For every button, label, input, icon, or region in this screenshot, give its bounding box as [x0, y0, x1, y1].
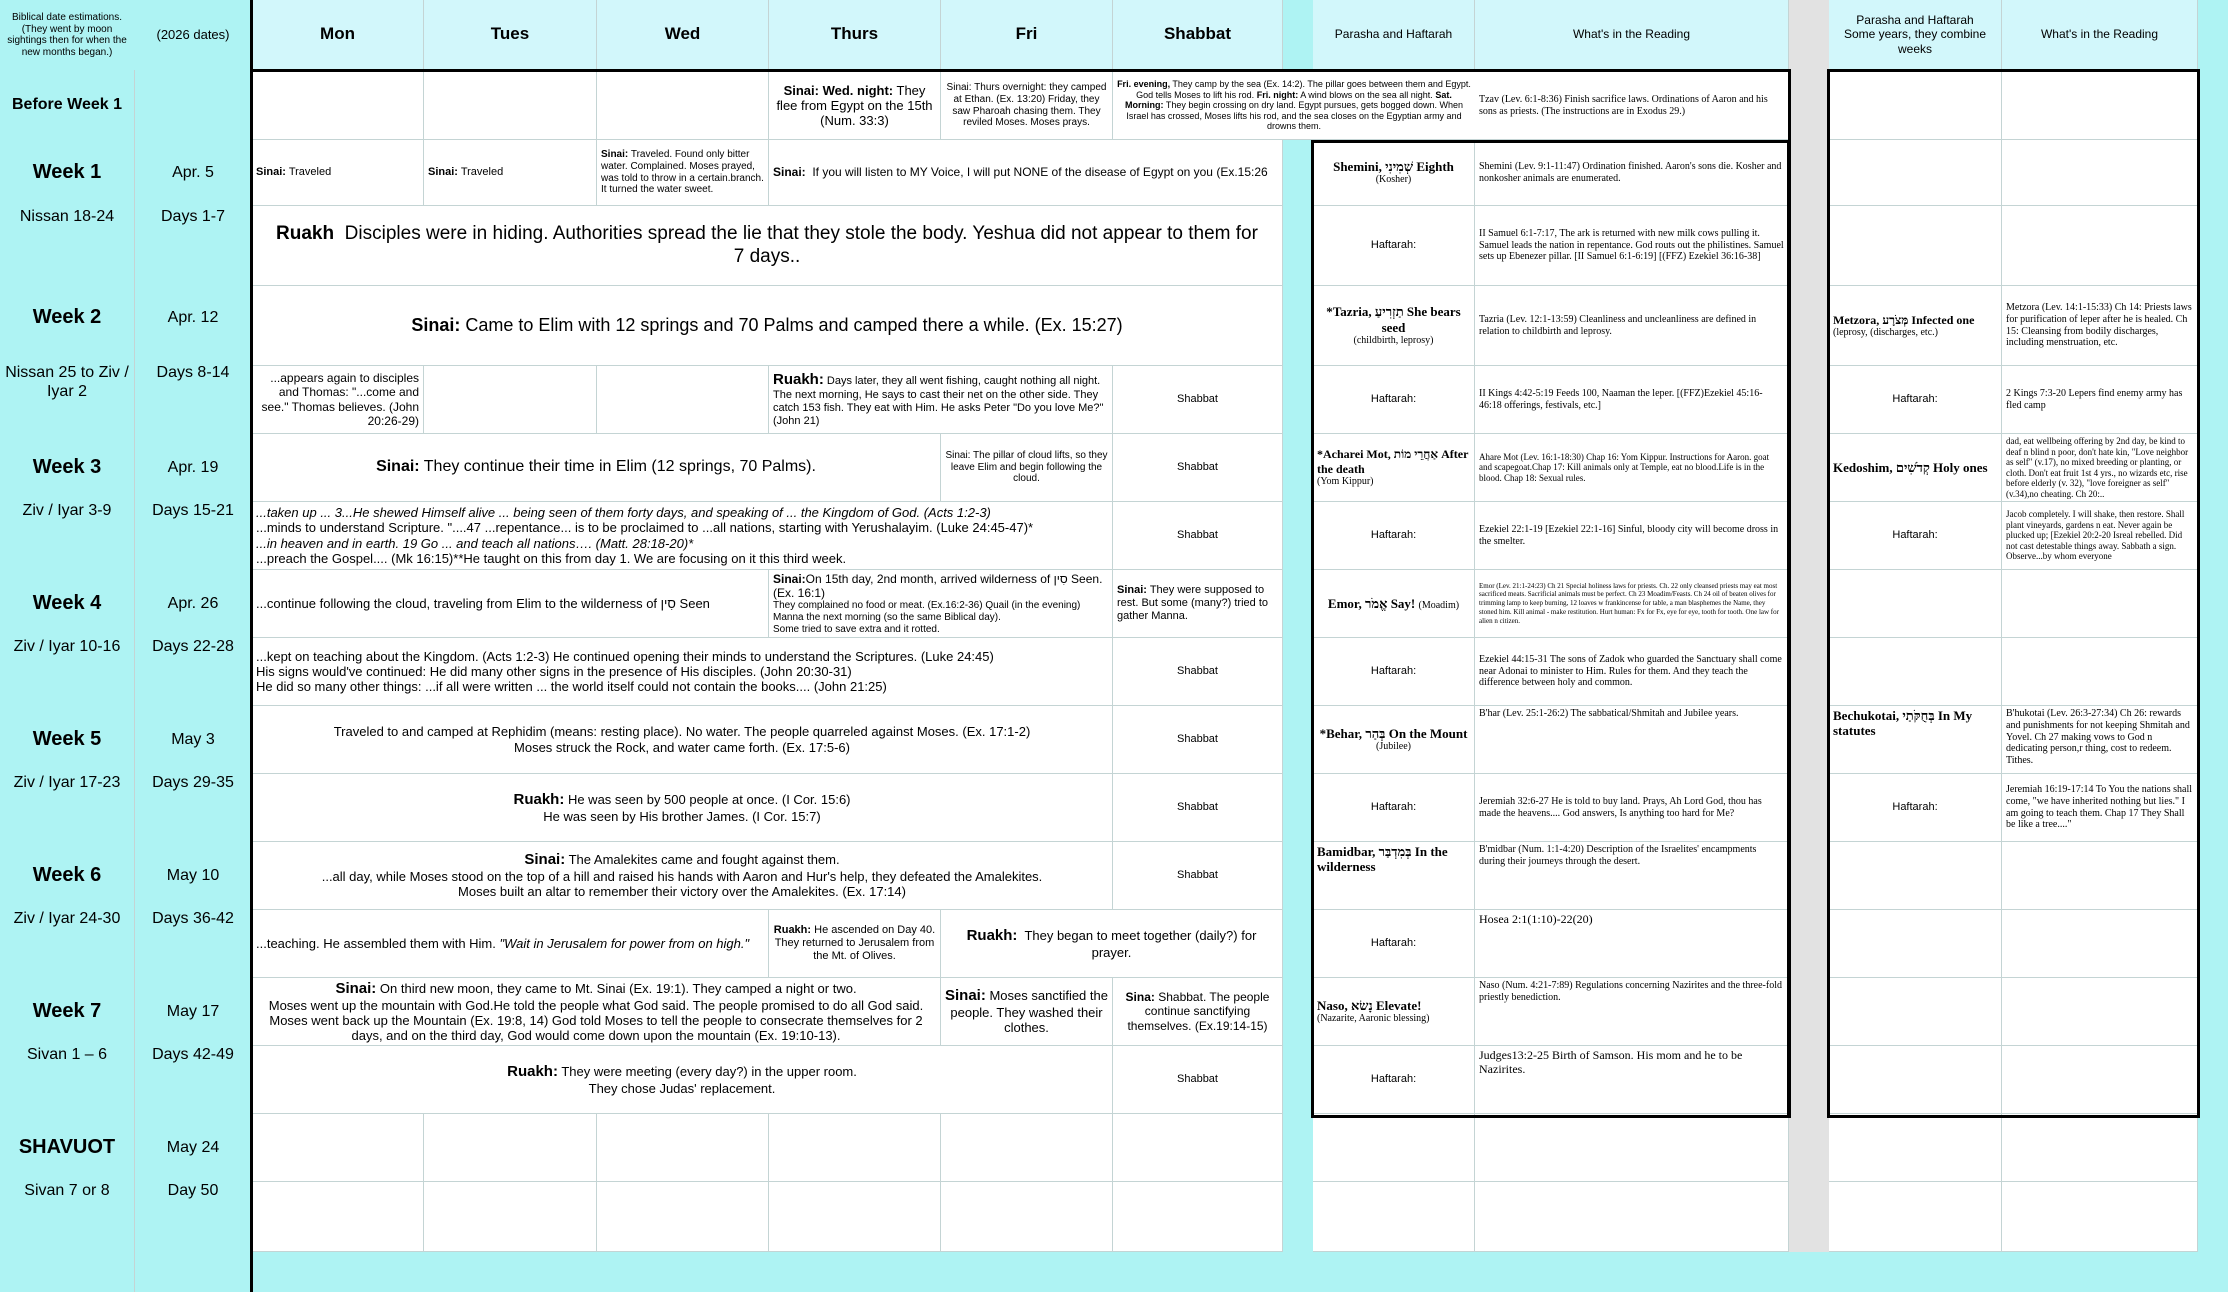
week7-month: Sivan 1 – 6: [26, 1046, 108, 1063]
week4-days: Days 22-28: [152, 638, 234, 655]
w7-ruakh: Ruakh: They were meeting (every day?) in the upper room. They chose Judas' replacement.: [252, 1046, 1113, 1114]
w5-sinai: Traveled to and camped at Rephidim (means: resting place). No water. The people quarreled against Moses. (Ex. 17:1-2) Moses struck the Rock, and water came forth. (Ex. 17:5-6): [252, 706, 1113, 774]
w6-parasha: Bamidbar, בְּמִדְבַּר In the wilderness: [1313, 842, 1475, 910]
w5-haftarah: Haftarah:: [1313, 774, 1475, 842]
header-reading: What's in the Reading: [1475, 0, 1789, 70]
w6-haftarah: Haftarah:: [1313, 910, 1475, 978]
w7-haftarah-reading: Judges13:2-25 Birth of Samson. His mom and he to be Nazirites.: [1475, 1046, 1789, 1114]
week2-label: Week 2: [32, 306, 102, 329]
week7-label: Week 7: [32, 1000, 102, 1023]
w1-tue: Sinai: Traveled: [424, 140, 597, 206]
header-parasha-2: Parasha and Haftarah Some years, they combine weeks: [1829, 0, 2002, 70]
w2-sinai: Sinai: Came to Elim with 12 springs and 70 Palms and camped there a while. (Ex. 15:27): [252, 286, 1283, 366]
w1-haftarah-2: [1829, 206, 2002, 286]
left-divider: [250, 0, 253, 1292]
shavuot-month: Sivan 7 or 8: [24, 1182, 110, 1199]
w7-shabbat: Sina: Shabbat. The people continue sanctifying themselves. (Ex.19:14-15): [1113, 978, 1283, 1046]
w7-reading: Naso (Num. 4:21-7:89) Regulations concerning Nazirites and the three-fold priestly benediction.: [1475, 978, 1789, 1046]
shavuot-days: Day 50: [167, 1182, 219, 1199]
w3-reading: Ahare Mot (Lev. 16:1-18:30) Chap 16: Yom Kippur. Instructions for Aaron. goat and scapegoat.Chap 17: Kill animals only at Temple, eat no blood.Life is in the blood. Chap 18: Sexual rules.: [1475, 434, 1789, 502]
w4-haftarah-2: [1829, 638, 2002, 706]
week5-label: Week 5: [32, 728, 102, 751]
w2-thu-fri: Ruakh: Days later, they all went fishing, caught nothing all night. The next morning, He says to cast their net on the other side. They catch 153 fish. They eat with Him. He asks Peter "Do you love Me?" (John 21): [769, 366, 1113, 434]
w1-haftarah-reading: II Samuel 6:1-7:17, The ark is returned with new milk cows pulling it. Samuel leads the nation in repentance. God routs out the philistines. Samuel sets up Ebenezer pillar. [II Samuel 6:1-6:19] [(FFZ) Ezekiel 36:16-38]: [1475, 206, 1789, 286]
w5-ruakh: Ruakh: He was seen by 500 people at once. (I Cor. 15:6) He was seen by His brother James. (I Cor. 15:7): [252, 774, 1113, 842]
w2-reading: Tazria (Lev. 12:1-13:59) Cleanliness and uncleanliness are defined in relation to childbirth and leprosy.: [1475, 286, 1789, 366]
header-reading-2: What's in the Reading: [2002, 0, 2198, 70]
shavuot-reading-b: [1475, 1182, 1789, 1252]
before-mon: [252, 72, 424, 140]
w1-wed: Sinai: Traveled. Found only bitter water. Complained. Moses prayed, was told to throw in a certain.branch. It turned the water sweet.: [597, 140, 769, 206]
w4-shabbat: Sinai: They were supposed to rest. But some (many?) tried to gather Manna.: [1113, 570, 1283, 638]
w5-parasha-2: Bechukotai, בְּחֻקֹּתַי In My statutes: [1829, 706, 2002, 774]
shavuot-parasha-2b: [1829, 1182, 2002, 1252]
header-divider-2: [1829, 69, 2198, 72]
row-label-before-week1: Before Week 1: [12, 95, 122, 113]
w1-haftarah-reading-2: [2002, 206, 2198, 286]
before-reading: Tzav (Lev. 6:1-8:36) Finish sacrifice laws. Ordinations of Aaron and his sons as priests. (The instructions are in Exodus 29.): [1475, 72, 1789, 140]
w3-sinai: Sinai: They continue their time in Elim (12 springs, 70 Palms).: [252, 434, 941, 502]
week3-date: Apr. 19: [167, 458, 219, 476]
w5-reading-2: B'hukotai (Lev. 26:3-27:34) Ch 26: rewards and punishments for not keeping Shmitah and Yovel. Ch 27 making vows to God n dedicating person,r thing, cost to redeem. Tithes.: [2002, 706, 2198, 774]
w6-reading-2: [2002, 842, 2198, 910]
shavuot-wed-2: [597, 1182, 769, 1252]
w1-reading-2: [2002, 140, 2198, 206]
w2-mon: ...appears again to disciples and Thomas: "...come and see." Thomas believes. (John 20:26-29): [252, 366, 424, 434]
before-tue: [424, 72, 597, 140]
w4-ruakh: ...kept on teaching about the Kingdom. (Acts 1:2-3) He continued opening their minds to understand the Scriptures. (Luke 24:45) His signs would've continued: He did many other signs in the presence of His disciples. (John 20:30-31) He did so many other things: ...if all were written ... the world itself could not contain the books.... (John 21:25): [252, 638, 1113, 706]
w1-parasha-2: [1829, 140, 2002, 206]
w2-reading-2: Metzora (Lev. 14:1-15:33) Ch 14: Priests laws for purification of leper after he is healed. Ch 15: Cleansing from bodily discharges, including menstruation, etc.: [2002, 286, 2198, 366]
w7-haftarah: Haftarah:: [1313, 1046, 1475, 1114]
w4-shabbat-2: Shabbat: [1113, 638, 1283, 706]
w3-shabbat-2: Shabbat: [1113, 502, 1283, 570]
w7-parasha-2: [1829, 978, 2002, 1046]
shavuot-wed: [597, 1114, 769, 1182]
shavuot-thu-2: [769, 1182, 941, 1252]
w2-tue: [424, 366, 597, 434]
shavuot-label: SHAVUOT: [18, 1136, 116, 1159]
week7-date: May 17: [166, 1002, 220, 1020]
w6-parasha-2: [1829, 842, 2002, 910]
week4-label: Week 4: [32, 592, 102, 615]
w4-parasha: Emor, אֱמֹר Say! (Moadim): [1313, 570, 1475, 638]
week4-date: Apr. 26: [167, 594, 219, 612]
week1-days: Days 1-7: [160, 208, 226, 225]
w6-thu: Ruakh: He ascended on Day 40. They returned to Jerusalem from the Mt. of Olives.: [769, 910, 941, 978]
w4-reading-2: [2002, 570, 2198, 638]
w4-haftarah-reading: Ezekiel 44:15-31 The sons of Zadok who guarded the Sanctuary shall come near Adonai to minister to Him. Rules for them. And they teach the difference between holy and common.: [1475, 638, 1789, 706]
w3-shabbat: Shabbat: [1113, 434, 1283, 502]
w6-fri-shab: Ruakh: They began to meet together (daily?) for prayer.: [941, 910, 1283, 978]
header-2026-dates: (2026 dates): [134, 0, 252, 70]
w3-parasha-2: Kedoshim, קְדֹשִׁים Holy ones: [1829, 434, 2002, 502]
header-wed: Wed: [597, 0, 769, 70]
before-shabbat: Fri. evening, They camp by the sea (Ex. 14:2). The pillar goes between them and Egypt. God tells Moses to lift his rod. Fri. night: A wind blows on the sea all night. Sat. Morning: They begin crossing on dry land. Egypt pursues, gets bogged down. When Israel has crossed, Moses lifts his rod, and the sea closes on the Egyptian army and drowns them.: [1113, 72, 1476, 140]
w7-haftarah-reading-2: [2002, 1046, 2198, 1114]
w2-shabbat: Shabbat: [1113, 366, 1283, 434]
w7-reading-2: [2002, 978, 2198, 1046]
w6-haftarah-reading-2: [2002, 910, 2198, 978]
shavuot-parasha: [1313, 1114, 1475, 1182]
shavuot-parasha-2: [1829, 1114, 2002, 1182]
w2-haftarah: Haftarah:: [1313, 366, 1475, 434]
w5-haftarah-2: Haftarah:: [1829, 774, 2002, 842]
w7-haftarah-2: [1829, 1046, 2002, 1114]
week3-month: Ziv / Iyar 3-9: [22, 502, 112, 519]
week1-date: Apr. 5: [172, 163, 214, 181]
week3-label: Week 3: [32, 456, 102, 479]
before-wed: [597, 72, 769, 140]
w3-haftarah: Haftarah:: [1313, 502, 1475, 570]
bottom-band: [252, 1252, 2198, 1292]
w4-mon-wed: ...continue following the cloud, traveling from Elim to the wilderness of סִין Seen: [252, 570, 769, 638]
w1-ruakh: Ruakh Disciples were in hiding. Authorities spread the lie that they stole the body. Yeshua did not appear to them for 7 days..: [252, 206, 1283, 286]
shavuot-fri-2: [941, 1182, 1113, 1252]
w3-haftarah-2: Haftarah:: [1829, 502, 2002, 570]
w1-reading: Shemini (Lev. 9:1-11:47) Ordination finished. Aaron's sons die. Kosher and nonkosher animals are enumerated.: [1475, 140, 1789, 206]
w6-mon-wed: ...teaching. He assembled them with Him. "Wait in Jerusalem for power from on high.": [252, 910, 769, 978]
header-fri: Fri: [941, 0, 1113, 70]
w1-thu-fri: Sinai: If you will listen to MY Voice, I will put NONE of the disease of Egypt on you (Ex.15:26: [769, 140, 1283, 206]
w7-parasha: Naso, נָשׂא Elevate! (Nazarite, Aaronic blessing): [1313, 978, 1475, 1046]
header-mon: Mon: [252, 0, 424, 70]
week6-date: May 10: [166, 866, 220, 884]
shavuot-mon: [252, 1114, 424, 1182]
w2-haftarah-reading: II Kings 4:42-5:19 Feeds 100, Naaman the leper. [(FFZ)Ezekiel 45:16-46:18 offerings, festivals, etc.]: [1475, 366, 1789, 434]
shavuot-reading: [1475, 1114, 1789, 1182]
week6-days: Days 36-42: [152, 910, 234, 927]
before-reading-2: [2002, 72, 2198, 140]
w6-reading: B'midbar (Num. 1:1-4:20) Description of the Israelites' encampments during their journeys through the desert.: [1475, 842, 1789, 910]
header-divider: [252, 69, 1789, 72]
week2-date: Apr. 12: [167, 308, 219, 326]
w2-parasha: *Tazria, תַזְרִיעַ She bears seed (childbirth, leprosy): [1313, 286, 1475, 366]
w3-haftarah-reading-2: Jacob completely. I will shake, then restore. Shall plant vineyards, gardens n eat. Never again be plucked up; [Ezekiel 20:2-20 Isreal rebelled. Did not cast detestable things away. Sabbath a sign. Observe...by whom everyone: [2002, 502, 2198, 570]
before-thurs: Sinai: Wed. night: They flee from Egypt on the 15th (Num. 33:3): [769, 72, 941, 140]
w1-mon: Sinai: Traveled: [252, 140, 424, 206]
shavuot-reading-2b: [2002, 1182, 2198, 1252]
header-dates-note: Biblical date estimations. (They went by moon sightings then for when the new months began.): [0, 0, 134, 70]
shavuot-reading-2: [2002, 1114, 2198, 1182]
header-parasha: Parasha and Haftarah: [1313, 0, 1475, 70]
shavuot-tue-2: [424, 1182, 597, 1252]
w3-ruakh: ...taken up ... 3...He shewed Himself alive ... being seen of them forty days, and speaking of ... the Kingdom of God. (Acts 1:2-3) ...minds to understand Scripture. "....47 ...repentance... is to be proclaimed to ...all nations, starting with Yerushalayim. (Luke 24:45-47)* ...in heaven and in earth. 19 Go ... and teach all nations…. (Matt. 28:18-20)* ...preach the Gospel.... (Mk 16:15)**He taught on this from day 1. We are focusing on it this third week.: [252, 502, 1113, 570]
shavuot-mon-2: [252, 1182, 424, 1252]
header-thurs: Thurs: [769, 0, 941, 70]
w3-parasha: *Acharei Mot, אַחֲרֵי מוֹת After the death (Yom Kippur): [1313, 434, 1475, 502]
shavuot-tue: [424, 1114, 597, 1182]
w4-thu-fri: Sinai:On 15th day, 2nd month, arrived wilderness of סִין Seen. (Ex. 16:1) They complained no food or meat. (Ex.16:2-36) Quail (in the evening) Manna the next morning (so the same Biblical day). Some tried to save extra and it rotted.: [769, 570, 1113, 638]
before-parasha-2: [1829, 72, 2002, 140]
header-tues: Tues: [424, 0, 597, 70]
shavuot-thu: [769, 1114, 941, 1182]
shavuot-date: May 24: [166, 1138, 220, 1156]
w4-haftarah: Haftarah:: [1313, 638, 1475, 706]
w3-haftarah-reading: Ezekiel 22:1-19 [Ezekiel 22:1-16] Sinful, bloody city will become dross in the smelter.: [1475, 502, 1789, 570]
w5-reading: B'har (Lev. 25:1-26:2) The sabbatical/Shmitah and Jubilee years.: [1475, 706, 1789, 774]
w7-fri: Sinai: Moses sanctified the people. They washed their clothes.: [941, 978, 1113, 1046]
week6-month: Ziv / Iyar 24-30: [13, 910, 121, 927]
w7-shabbat-2: Shabbat: [1113, 1046, 1283, 1114]
w5-haftarah-reading-2: Jeremiah 16:19-17:14 To You the nations shall come, "we have inherited nothing but lies." I am going to teach them. Chap 17 They Shall be like a tree....": [2002, 774, 2198, 842]
week4-month: Ziv / Iyar 10-16: [13, 638, 121, 655]
shavuot-shabbat-2: [1113, 1182, 1283, 1252]
week1-label: Week 1: [32, 161, 102, 184]
col-spacer-bg: [1283, 0, 1313, 1292]
week1-month: Nissan 18-24: [19, 208, 115, 225]
parasha-right-border: [1788, 69, 1791, 1118]
shavuot-parasha-b: [1313, 1182, 1475, 1252]
w2-wed: [597, 366, 769, 434]
w3-reading-2: dad, eat wellbeing offering by 2nd day, be kind to deaf n blind n poor, don't hate kin, "Love neighbor as self" (v.17), no mixed breeding or planting, or cloth. Don't eat fruit 1st 4 yrs., no wizards etc, rise before elderly (v. 32), "love foreigner as self"(v.34),no cheating. Ch 20:..: [2002, 434, 2198, 502]
week2-days: Days 8-14: [156, 364, 230, 381]
week7-days: Days 42-49: [152, 1046, 234, 1063]
shavuot-fri: [941, 1114, 1113, 1182]
w5-shabbat: Shabbat: [1113, 706, 1283, 774]
col-right-bg: [2198, 0, 2228, 1292]
shavuot-shabbat: [1113, 1114, 1283, 1182]
week3-days: Days 15-21: [152, 502, 234, 519]
w6-shabbat: Shabbat: [1113, 842, 1283, 910]
header-shabbat: Shabbat: [1113, 0, 1283, 70]
w7-sinai: Sinai: On third new moon, they came to Mt. Sinai (Ex. 19:1). They camped a night or two. Moses went up the mountain with God.He told the people what God said. The people promised to do all God said. Moses went back up the Mountain (Ex. 19:8, 14) God told Moses to tell the people to consecrate themselves for 2 days, and on the third day, God would come down upon the mountain (Ex. 19:10-13).: [252, 978, 941, 1046]
week5-month: Ziv / Iyar 17-23: [13, 774, 121, 791]
w2-parasha-2: Metzora, מְּצֹרָע Infected one (leprosy, (discharges, etc.): [1829, 286, 2002, 366]
week6-label: Week 6: [32, 864, 102, 887]
w5-parasha: *Behar, בְּהַר On the Mount (Jubilee): [1313, 706, 1475, 774]
w5-shabbat-2: Shabbat: [1113, 774, 1283, 842]
w3-fri: Sinai: The pillar of cloud lifts, so they leave Elim and begin following the cloud.: [941, 434, 1113, 502]
week2-month: Nissan 25 to Ziv / Iyar 2: [5, 364, 129, 400]
w1-parasha: Shemini, שְׁמִינִי Eighth (Kosher): [1313, 140, 1475, 206]
w4-reading: Emor (Lev. 21:1-24:23) Ch 21 Special holiness laws for priests. Ch. 22 only cleansed priests may eat most sacrificed meats. Sacrificial animals must be perfect. Ch 23 Moadim/Feasts. Ch 24 oil of beaten olives for trimming lamp to keep burning, 12 loaves w frankincense for table, a man blasphemes the Name, they stoned him. Kill animal - make restitution. Hurt human: Fx for Fx, eye for eye, tooth for tooth. One law for alien n citizen.: [1475, 570, 1789, 638]
w5-haftarah-reading: Jeremiah 32:6-27 He is told to buy land. Prays, Ah Lord God, thou has made the heavens.... God answers, Is anything too hard for Me?: [1475, 774, 1789, 842]
w6-haftarah-reading: Hosea 2:1(1:10)-22(20): [1475, 910, 1789, 978]
col-grey-bg: [1789, 0, 1829, 1292]
w1-haftarah: Haftarah:: [1313, 206, 1475, 286]
w2-haftarah-2: Haftarah:: [1829, 366, 2002, 434]
week5-days: Days 29-35: [152, 774, 234, 791]
before-fri: Sinai: Thurs overnight: they camped at Ethan. (Ex. 13:20) Friday, they saw Pharoah chasing them. They reviled Moses. Moses prays.: [941, 72, 1113, 140]
week5-date: May 3: [171, 730, 215, 748]
w6-sinai: Sinai: The Amalekites came and fought against them. ...all day, while Moses stood on the top of a hill and raised his hands with Aaron and Hur's help, they defeated the Amalekites. Moses built an altar to remember their victory over the Amalekites. (Ex. 17:14): [252, 842, 1113, 910]
w2-haftarah-reading-2: 2 Kings 7:3-20 Lepers find enemy army has fled camp: [2002, 366, 2198, 434]
w4-haftarah-reading-2: [2002, 638, 2198, 706]
w4-parasha-2: [1829, 570, 2002, 638]
w6-haftarah-2: [1829, 910, 2002, 978]
